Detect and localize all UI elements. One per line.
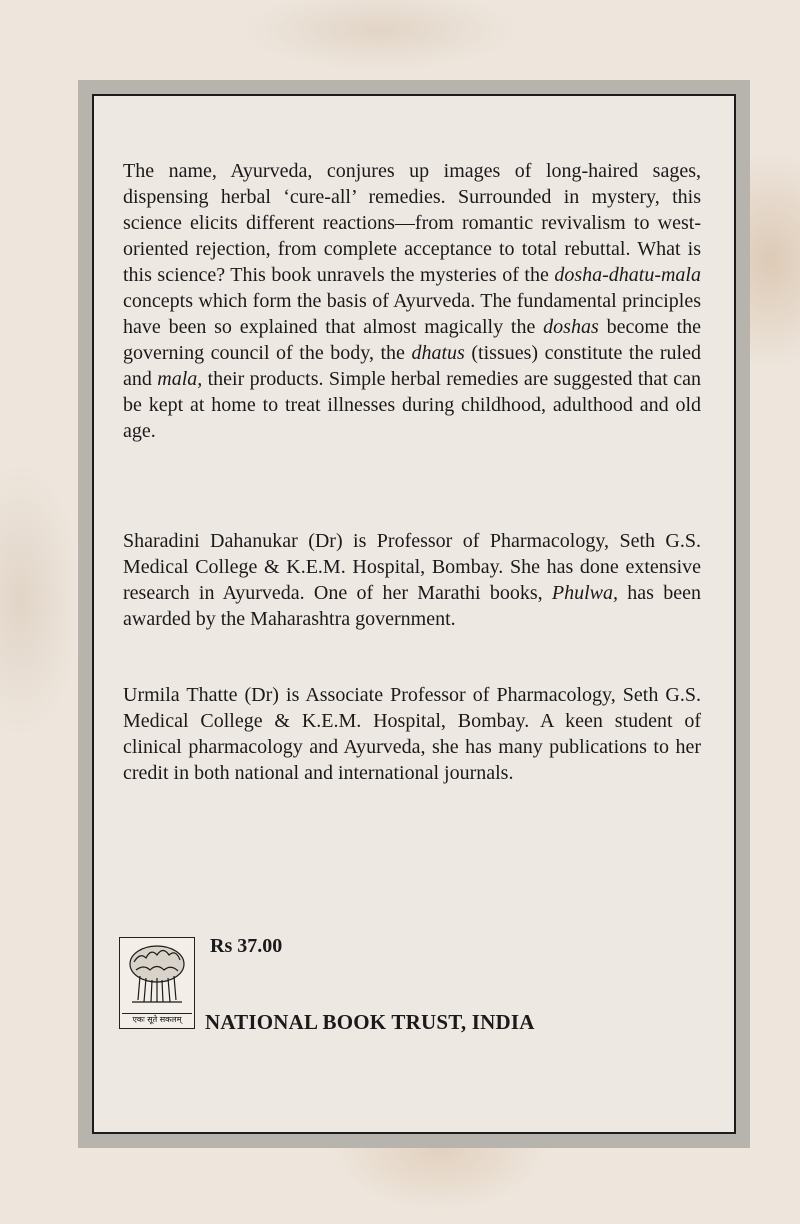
- description-text: (tissues) constitute the ruled and: [123, 342, 701, 390]
- bio-text: Sharadini Dahanukar (Dr) is Professor of Pharmacology, Seth G.S. Medical College & K.E.M. Hospital, Bombay. She has done extensive research in Ayurveda. One of her Marathi books,: [123, 530, 701, 604]
- author-bio-dahanukar: [123, 528, 701, 632]
- description-italic-term: dosha-dhatu-mala: [554, 264, 701, 286]
- description-text: their products. Simple herbal remedies are suggested that can be kept at home to treat illnesses during childhood, adulthood and old age.: [123, 368, 701, 442]
- description-text: become the governing council of the body, the: [123, 316, 701, 364]
- description-italic-term: doshas: [543, 316, 599, 338]
- description-text: The name, Ayurveda, conjures up images of long-haired sages, dispensing herbal ‘cure-all’ remedies. Surrounded in mystery, this science elicits different reactions—from romantic revivalism to west-oriented rejection, from complete acceptance to total rebuttal. What is this science? This book unravels the mysteries of the: [123, 160, 701, 286]
- author-bio-thatte: Urmila Thatte (Dr) is Associate Professor of Pharmacology, Seth G.S. Medical College & K.E.M. Hospital, Bombay. A keen student of clinical pharmacology and Ayurveda, she has many publications to her credit in both national and international journals.: [123, 684, 701, 784]
- nbt-logo: [119, 937, 195, 1029]
- logo-motto: एकः सूते सकलम्: [122, 1013, 192, 1025]
- bio-book-title: Phulwa,: [551, 582, 619, 604]
- banyan-tree-icon: [126, 942, 188, 1006]
- description-italic-term: dhatus: [411, 342, 465, 364]
- price-label: Rs 37.00: [210, 935, 283, 957]
- publisher-name: NATIONAL BOOK TRUST, INDIA: [205, 1010, 535, 1034]
- bio-text: has been awarded by the Maharashtra government.: [123, 582, 701, 630]
- description-italic-term: mala,: [157, 368, 203, 390]
- book-description: [123, 158, 701, 444]
- description-text: concepts which form the basis of Ayurveda. The fundamental principles have been so explained that almost magically the: [123, 290, 701, 338]
